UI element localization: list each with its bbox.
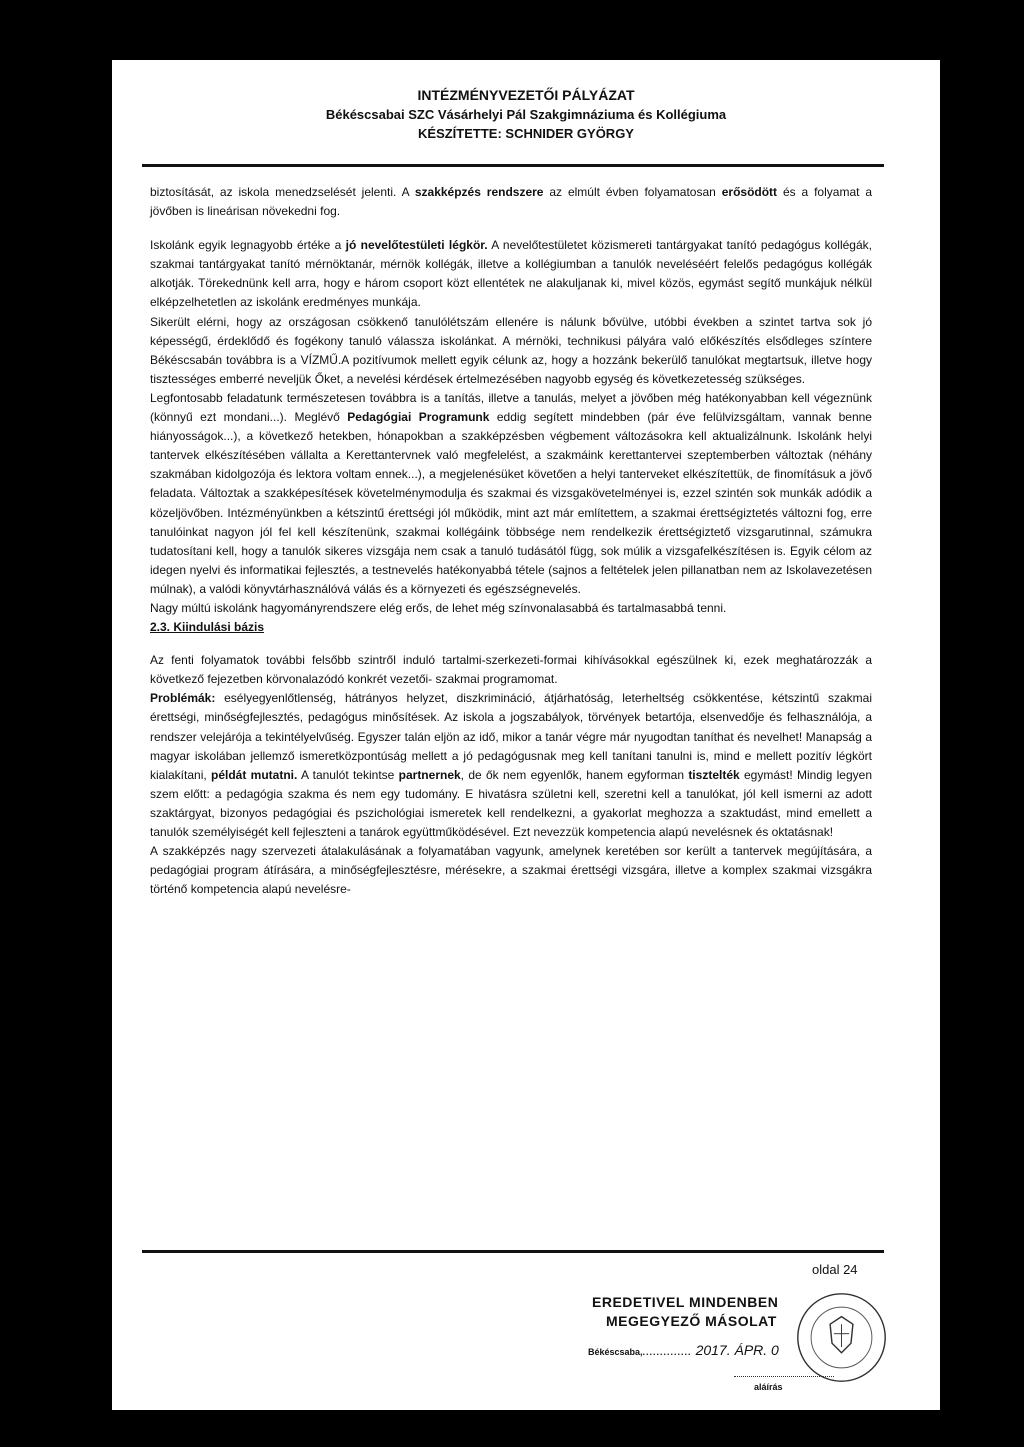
emphasis: példát mutatni.	[211, 767, 298, 782]
emphasis: szakképzés rendszere	[414, 185, 544, 199]
emphasis: jó nevelőtestületi légkör.	[345, 238, 488, 253]
header-rule	[142, 164, 884, 167]
section-title: 2.3. Kiindulási bázis	[150, 620, 265, 635]
paragraph-8: A szakképzés nagy szervezeti átalakulásának a folyamatában vagyunk, amelynek keretében sor került a tantervek megújítására, a pedagógiai program átírására, a minőségfejlesztésre, mérésekre, a szakmai érettségi vizsgára, illetve a komplex szakmai vizsgákra történő kompetencia alapú nevelésre-	[150, 844, 872, 897]
header-title: INTÉZMÉNYVEZETŐI PÁLYÁZAT	[417, 87, 635, 103]
emphasis: tisztelték	[688, 767, 740, 782]
round-seal-icon	[794, 1290, 889, 1385]
paragraph-2: Iskolánk egyik legnagyobb értéke a jó nevelőtestületi légkör. A nevelőtestületet közismereti tantárgyakat tanító pedagógus kollégák, szakmai tantárgyakat tanító mérnöktanár, mérnök kollégák, illetve a kollégiumban a tanulók neveléséért felelős pedagógus kollégák alkotják. Törekednünk kell arra, hogy e három csoport közt ellentétek ne alakuljanak ki, mivel közös, egymást segítő munkájuk nélkül elképzelhetetlen az iskolánk eredményes munkája.	[150, 238, 872, 310]
header-author: KÉSZÍTETTE: SCHNIDER GYÖRGY	[418, 126, 634, 141]
document-header	[112, 86, 940, 143]
footer-rule	[142, 1250, 884, 1253]
emphasis: partnernek	[398, 767, 461, 782]
paragraph-4: Legfontosabb feladatunk természetesen továbbra is a tanítás, illetve a tanulás, melyet a jövőben még hatékonyabban kell végeznünk (könnyű ezt mondani...). Meglévő Pedagógiai Programunk eddig segített mindebben (pár éve felülvizsgáltam, vannak benne hiányosságok...), a következő hetekben, hónapokban a szakképzésben végbement változásokra kell aktualizálnunk. Iskolánk helyi tantervek elkészítésében vállalta a Kerettantervnek való megfelelést, a szakmáink kerettantervei szeptemberben változtak (néhány szakmában kidolgozója és lektora voltam ennek...), a megjelenésüket követően a helyi tanterveket elkészítettük, de finomításuk a jövő feladata. Változtak a szakképesítések követelménymodulja és szakmai és vizsgakövetelményei is, ezzel szintén sok munkák adódik a közeljövőben. Intézményünkben a kétszintű érettségi jól működik, mint azt már említettem, a szakmai érettségiztetés változni fog, erre tanulóinkat nagyon jól fel kell készítenünk, szakmai kollégáink többsége nem rendelkezik érettségiztető vizsgarutinnal, számukra tudatosítani kell, hogy a tanulók sikeres vizsgája nem csak a tanuló tudásától függ, sok múlik a vizsgafelkészítésen is. Egyik célom az idegen nyelvi és informatikai fejlesztés, a testnevelés hatékonyabbá tétele (sajnos a feltételek jelen pillanatban nem az Iskolavezetésen múlnak), a valódi könyvtárhasználóvá válás és a környezeti és egészségnevelés.	[150, 390, 872, 596]
paragraph-7: Problémák: esélyegyenlőtlenség, hátrányos helyzet, diszkrimináció, átjárhatóság, leterheltség csökkentése, kétszintű szakmai érettségi, minőségfejlesztés, pedagógus minősítések. Az iskola a jogszabályok, törvények betartója, elsenvedője és felhasználója, a rendszer velejárója a tekintélyelvűség. Egyszer talán eljön az idő, mikor a tanár végre már nyugodtan taníthat és nevelhet! Manapság a magyar iskolában jellemző ismeretközpontúság mellett a jó pedagógusnak meg kell tanítani tanulni is, mind e mellett pozitív légkört kialakítani, példát mutatni. A tanulót tekintse partnernek, de ők nem egyenlők, hanem egyforman tisztelték egymást! Mindig legyen szem előtt: a pedagógia szakma és nem egy tudomány. E hivatásra születni kell, szeretni kell a tanulókat, jól kell ismerni az adott szaktárgyat, bizonyos pedagógiai és pszichológiai ismeretek kell rendelkezni, a gyakorlat meghozza a szaktudást, mind emellett a tanulók személyiségét kell fejleszteni a tanárok együttműködésével. Ezt nevezzük kompetencia alapú nevelésnek és oktatásnak!	[150, 691, 872, 839]
emphasis: Pedagógiai Programunk	[347, 410, 490, 425]
document-page	[112, 60, 940, 1410]
paragraph-6: Az fenti folyamatok további felsőbb szintről induló tartalmi-szerkezeti-formai kihívásokkal egészülnek ki, ezek meghatározzák a következő fejezetben körvonalazódó konkrét vezetői- szakmai programomat.	[150, 653, 872, 687]
stamp-line-2: MEGEGYEZŐ MÁSOLAT	[606, 1313, 777, 1329]
paragraph-3: Sikerült elérni, hogy az országosan csökkenő tanulólétszám ellenére is nálunk bővülve, utóbbi években a szintet tartva sok jó képességű, érdeklődő és fogékony tanuló válassza iskolánkat. A mérnöki, technikusi pályára való előkészítés elsődleges színtere Békéscsabán továbbra is a VÍZMŰ.A pozitívumok mellett egyik célunk az, hogy a hozzánk bekerülő tanulókat megtartsuk, illetve hogy tisztességes emberré neveljük Őket, a nevelési kérdések értelmezésében nagyobb egység és következetesség szükséges.	[150, 314, 872, 386]
paragraph-1: biztosítását, az iskola menedzselését jelenti. A szakképzés rendszere az elmúlt évben folyamatosan erősödött és a folyamat a jövőben is lineárisan növekedni fog.	[150, 185, 873, 219]
certification-stamp	[584, 1290, 884, 1405]
stamp-signature-label: aláírás	[754, 1382, 783, 1392]
emphasis: erősödött	[721, 185, 778, 199]
page-number: oldal 24	[812, 1262, 858, 1277]
paragraph-5: Nagy múltú iskolánk hagyományrendszere elég erős, de lehet még színvonalasabbá és tartalmasabbá tenni.	[150, 600, 727, 615]
stamp-date: 2017. ÁPR. 0	[695, 1342, 779, 1358]
stamp-line-1: EREDETIVEL MINDENBEN	[592, 1294, 779, 1310]
header-school: Békéscsabai SZC Vásárhelyi Pál Szakgimnáziuma és Kollégiuma	[325, 107, 727, 122]
document-body	[150, 183, 872, 899]
stamp-place-date: Békéscsaba,.............. 2017. ÁPR. 0	[588, 1342, 779, 1358]
emphasis: Problémák:	[150, 691, 216, 706]
